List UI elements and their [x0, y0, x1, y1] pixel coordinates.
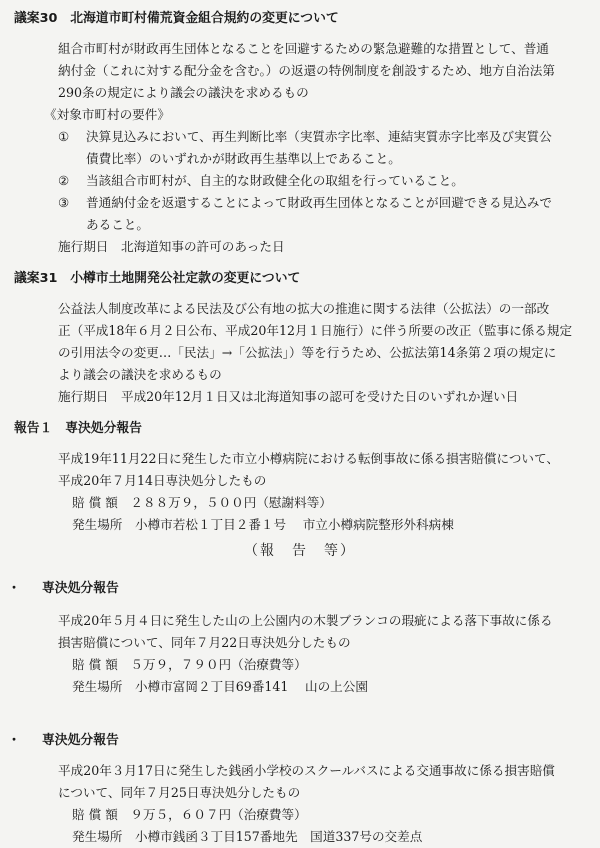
requirement-3-num: ③: [58, 195, 70, 210]
requirement-2-num: ②: [58, 173, 70, 188]
requirement-3-line-2: あること。: [86, 217, 149, 232]
requirement-1-line-1: 決算見込みにおいて、再生判断比率（実質赤字比率、連結実質赤字比率及び実質公: [86, 129, 552, 144]
requirement-1-num: ①: [58, 129, 70, 144]
report3-bullet: ・: [7, 733, 21, 748]
item30-body-line-3: 290条の規定により議会の議決を求めるもの: [58, 85, 309, 100]
report2-heading: 専決処分報告: [42, 581, 119, 596]
report2-amount: 賠 償 額 ５万９，７９０円（治療費等）: [72, 657, 307, 672]
report3-location: 発生場所 小樽市銭函３丁目157番地先 国道337号の交差点: [72, 829, 423, 844]
report1-heading: 報告１ 専決処分報告: [14, 421, 142, 436]
requirement-1: [58, 126, 552, 148]
item31-body-line-2: 正（平成18年６月２日公布、平成20年12月１日施行）に伴う所要の改正（監事に係る規定: [58, 323, 573, 338]
item30-body-line-1: 組合市町村が財政再生団体となることを回避するための緊急避難的な措置として、普通: [58, 41, 549, 56]
report1-body-line-2: 平成20年７月14日専決処分したもの: [58, 473, 267, 488]
report2-heading-row: [0, 578, 119, 600]
report1-body-line-1: 平成19年11月22日に発生した市立小樽病院における転倒事故に係る損害賠償について、: [58, 451, 559, 466]
report3-body-line-2: について、同年７月25日専決処分したもの: [58, 785, 301, 800]
item30-effective-date: 施行期日 北海道知事の許可のあった日: [58, 239, 285, 254]
requirement-2-line-1: 当該組合市町村が、自主的な財政健全化の取組を行っていること。: [86, 173, 464, 188]
section-title: （報 告 等）: [244, 543, 356, 559]
requirement-3: [58, 192, 552, 214]
item31-body-line-4: より議会の議決を求めるもの: [58, 367, 222, 382]
report1-location: 発生場所 小樽市若松１丁目２番１号 市立小樽病院整形外科病棟: [72, 517, 454, 532]
item30-body-line-2: 納付金（これに対する配分金を含む。）の返還の特例制度を創設するため、地方自治法第: [58, 63, 555, 78]
report3-amount: 賠 償 額 ９万５，６０７円（治療費等）: [72, 807, 307, 822]
report2-location: 発生場所 小樽市富岡２丁目69番141 山の上公園: [72, 679, 368, 694]
report3-heading-row: [0, 730, 119, 752]
report2-body-line-2: 損害賠償について、同年７月22日専決処分したもの: [58, 635, 351, 650]
report2-bullet: ・: [7, 581, 21, 596]
item30-requirements-title: 《対象市町村の要件》: [44, 107, 170, 122]
report2-body-line-1: 平成20年５月４日に発生した山の上公園内の木製ブランコの瑕疵による落下事故に係る: [58, 613, 553, 628]
item31-body-line-1: 公益法人制度改革による民法及び公有地の拡大の推進に関する法律（公拡法）の一部改: [58, 301, 550, 316]
report3-heading: 専決処分報告: [42, 733, 119, 748]
requirement-2: [58, 170, 464, 192]
item30-heading: 議案30 北海道市町村備荒資金組合規約の変更について: [14, 11, 339, 26]
requirement-1-line-2: 債費比率）のいずれかが財政再生基準以上であること。: [86, 151, 401, 166]
item31-effective-date: 施行期日 平成20年12月１日又は北海道知事の認可を受けた日のいずれか遅い日: [58, 389, 519, 404]
report3-body-line-1: 平成20年３月17日に発生した銭函小学校のスクールバスによる交通事故に係る損害賠償: [58, 763, 555, 778]
item31-body-line-3: の引用法令の変更…「民法」→「公拡法」）等を行うため、公拡法第14条第２項の規定に: [58, 345, 557, 360]
report1-amount: 賠 償 額 ２８８万９，５００円（慰謝料等）: [72, 495, 332, 510]
requirement-3-line-1: 普通納付金を返還することによって財政再生団体となることが回避できる見込みで: [86, 195, 552, 210]
item31-heading: 議案31 小樽市土地開発公社定款の変更について: [14, 271, 301, 286]
